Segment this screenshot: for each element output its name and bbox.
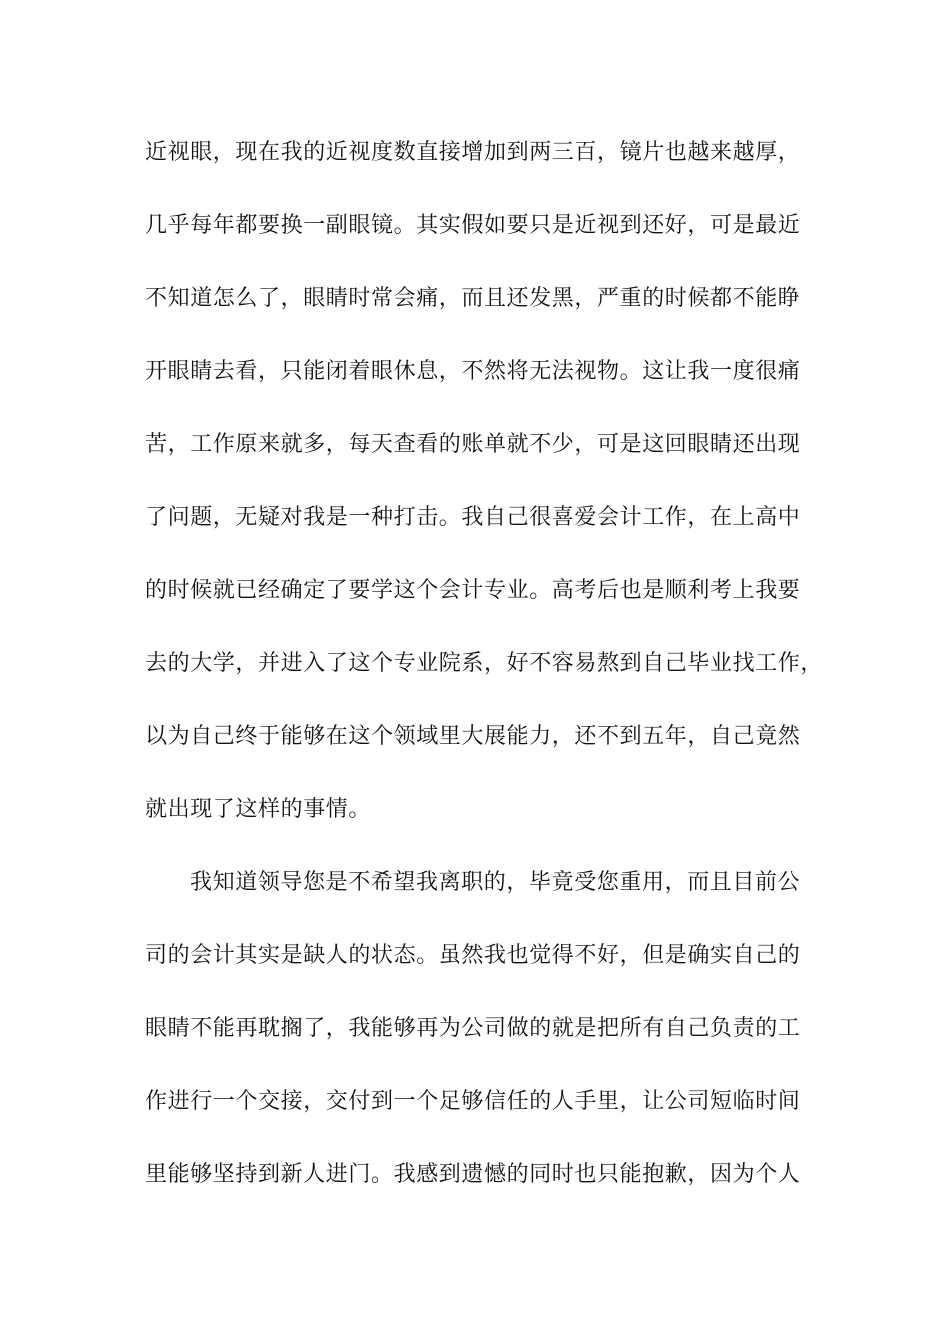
paragraph-2-line-5: 里能够坚持到新人进门。我感到遗憾的同时也只能抱歉，因为个人 <box>145 1162 801 1187</box>
paragraph-1-line-10: 就出现了这样的事情。 <box>145 797 372 822</box>
paragraph-1-line-1: 近视眼，现在我的近视度数直接增加到两三百，镜片也越来越厚， <box>145 140 801 165</box>
paragraph-1-line-9: 以为自己终于能够在这个领域里大展能力，还不到五年，自己竟然 <box>145 724 801 749</box>
paragraph-1-line-8: 去的大学，并进入了这个专业院系，好不容易熬到自己毕业找工作， <box>145 651 824 676</box>
paragraph-1-line-6: 了问题，无疑对我是一种打击。我自己很喜爱会计工作，在上高中 <box>145 505 801 530</box>
paragraph-2-line-2: 司的会计其实是缺人的状态。虽然我也觉得不好，但是确实自己的 <box>145 943 801 968</box>
paragraph-1-line-7: 的时候就已经确定了要学这个会计专业。高考后也是顺利考上我要 <box>145 578 801 603</box>
paragraph-1-line-5: 苦，工作原来就多，每天查看的账单就不少，可是这回眼睛还出现 <box>145 432 801 457</box>
paragraph-1-line-4: 开眼睛去看，只能闭着眼休息，不然将无法视物。这让我一度很痛 <box>145 359 801 384</box>
paragraph-1-line-3: 不知道怎么了，眼睛时常会痛，而且还发黑，严重的时候都不能睁 <box>145 286 801 311</box>
paragraph-2-line-4: 作进行一个交接，交付到一个足够信任的人手里，让公司短临时间 <box>145 1089 801 1114</box>
paragraph-2-line-1: 我知道领导您是不希望我离职的，毕竟受您重用，而且目前公 <box>190 870 801 895</box>
paragraph-2-line-3: 眼睛不能再耽搁了，我能够再为公司做的就是把所有自己负责的工 <box>145 1016 801 1041</box>
paragraph-1-line-2: 几乎每年都要换一副眼镜。其实假如要只是近视到还好，可是最近 <box>145 213 801 238</box>
